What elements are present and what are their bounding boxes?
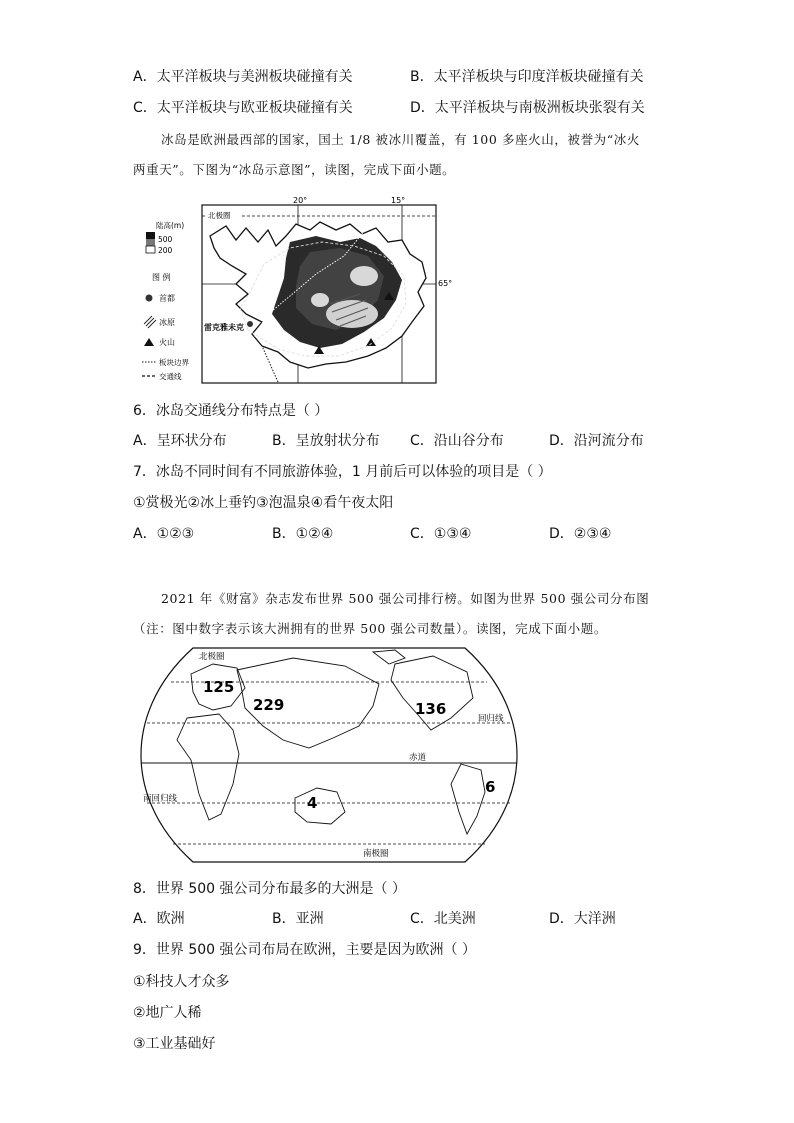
q9-item-1: ①科技人才众多 bbox=[133, 974, 230, 990]
oceania-count: 4 bbox=[307, 794, 318, 812]
tropic-cancer-label: 回归线 bbox=[478, 714, 504, 724]
q6-stem: 6．冰岛交通线分布特点是（ ） bbox=[133, 403, 329, 419]
legend-glacier: 冰原 bbox=[159, 318, 175, 327]
lon-15-label: 15° bbox=[391, 196, 406, 205]
elev-swatch-mid bbox=[146, 239, 155, 246]
elev-200-label: 200 bbox=[158, 246, 173, 255]
q8-option-c: C．北美洲 bbox=[410, 911, 476, 927]
q9-item-2: ②地广人稀 bbox=[133, 1005, 202, 1021]
glacier-west bbox=[311, 293, 329, 307]
iceland-map bbox=[140, 196, 460, 386]
north-america-count: 136 bbox=[415, 700, 447, 718]
arctic-circle-label: 北极圈 bbox=[208, 211, 231, 220]
south-america-count: 6 bbox=[485, 778, 496, 796]
fortune-intro-line1: 2021 年《财富》杂志发布世界 500 强公司排行榜。如图为世界 500 强公司分布图 bbox=[161, 591, 650, 606]
q6-option-a: A．呈环状分布 bbox=[133, 433, 227, 449]
q8-option-a: A．欧洲 bbox=[133, 911, 185, 927]
elevation-title: 陆高(m) bbox=[156, 221, 185, 230]
q7-items: ①赏极光②冰上垂钓③泡温泉④看午夜太阳 bbox=[133, 495, 394, 511]
q7-option-a: A．①②③ bbox=[133, 526, 195, 542]
legend-volcano: 火山 bbox=[159, 338, 175, 347]
map-outline bbox=[141, 648, 517, 862]
legend-boundary: 板块边界 bbox=[159, 358, 189, 367]
q6-option-c: C．沿山谷分布 bbox=[410, 433, 504, 449]
q7-stem: 7．冰岛不同时间有不同旅游体验，1 月前后可以体验的项目是（ ） bbox=[133, 464, 552, 480]
q5-option-b: B．太平洋板块与印度洋板块碰撞有关 bbox=[410, 69, 644, 85]
elev-500-label: 500 bbox=[158, 235, 173, 244]
lon-20-label: 20° bbox=[293, 196, 308, 205]
q8-option-d: D．大洋洲 bbox=[549, 911, 616, 927]
asia-count: 229 bbox=[253, 696, 285, 714]
glacier-north bbox=[350, 266, 378, 286]
capital-mark bbox=[247, 321, 253, 327]
legend-traffic: 交通线 bbox=[159, 372, 182, 381]
q8-stem: 8．世界 500 强公司分布最多的大洲是（ ） bbox=[133, 881, 406, 897]
q5-option-d: D．太平洋板块与南极洲板块张裂有关 bbox=[410, 100, 645, 116]
q7-option-d: D．②③④ bbox=[549, 526, 612, 542]
fortune-intro-line2: （注：图中数字表示该大洲拥有的世界 500 强公司数量）。读图，完成下面小题。 bbox=[133, 621, 607, 636]
legend-title: 图 例 bbox=[152, 273, 171, 282]
q9-item-3: ③工业基础好 bbox=[133, 1036, 216, 1052]
equator-label: 赤道 bbox=[409, 753, 427, 763]
arctic-circle-label: 北极圈 bbox=[199, 652, 225, 662]
q8-option-b: B．亚洲 bbox=[272, 911, 324, 927]
elev-swatch-500 bbox=[146, 232, 155, 239]
q7-option-c: C．①③④ bbox=[410, 526, 472, 542]
world-map bbox=[133, 644, 525, 866]
lat-65-label: 65° bbox=[438, 279, 453, 288]
legend-capital: 首都 bbox=[159, 294, 175, 303]
elev-swatch-200 bbox=[146, 246, 155, 253]
capital-label: 雷克雅未克 bbox=[204, 323, 244, 332]
europe-count: 125 bbox=[203, 678, 235, 696]
q9-stem: 9．世界 500 强公司布局在欧洲，主要是因为欧洲（ ） bbox=[133, 942, 476, 958]
antarctic-circle-label: 南极圈 bbox=[363, 849, 389, 859]
q5-option-a: A．太平洋板块与美洲板块碰撞有关 bbox=[133, 69, 353, 85]
iceland-intro-line2: 两重天”。下图为“冰岛示意图”，读图，完成下面小题。 bbox=[133, 162, 456, 177]
iceland-intro-line1: 冰岛是欧洲最西部的国家，国土 1/8 被冰川覆盖，有 100 多座火山，被誉为“冰火 bbox=[161, 132, 640, 147]
tropic-capricorn-label: 南回归线 bbox=[143, 794, 178, 804]
q6-option-d: D．沿河流分布 bbox=[549, 433, 644, 449]
q6-option-b: B．呈放射状分布 bbox=[272, 433, 380, 449]
capital-symbol bbox=[146, 295, 153, 302]
q5-option-c: C．太平洋板块与欧亚板块碰撞有关 bbox=[133, 100, 353, 116]
q7-option-b: B．①②④ bbox=[272, 526, 334, 542]
